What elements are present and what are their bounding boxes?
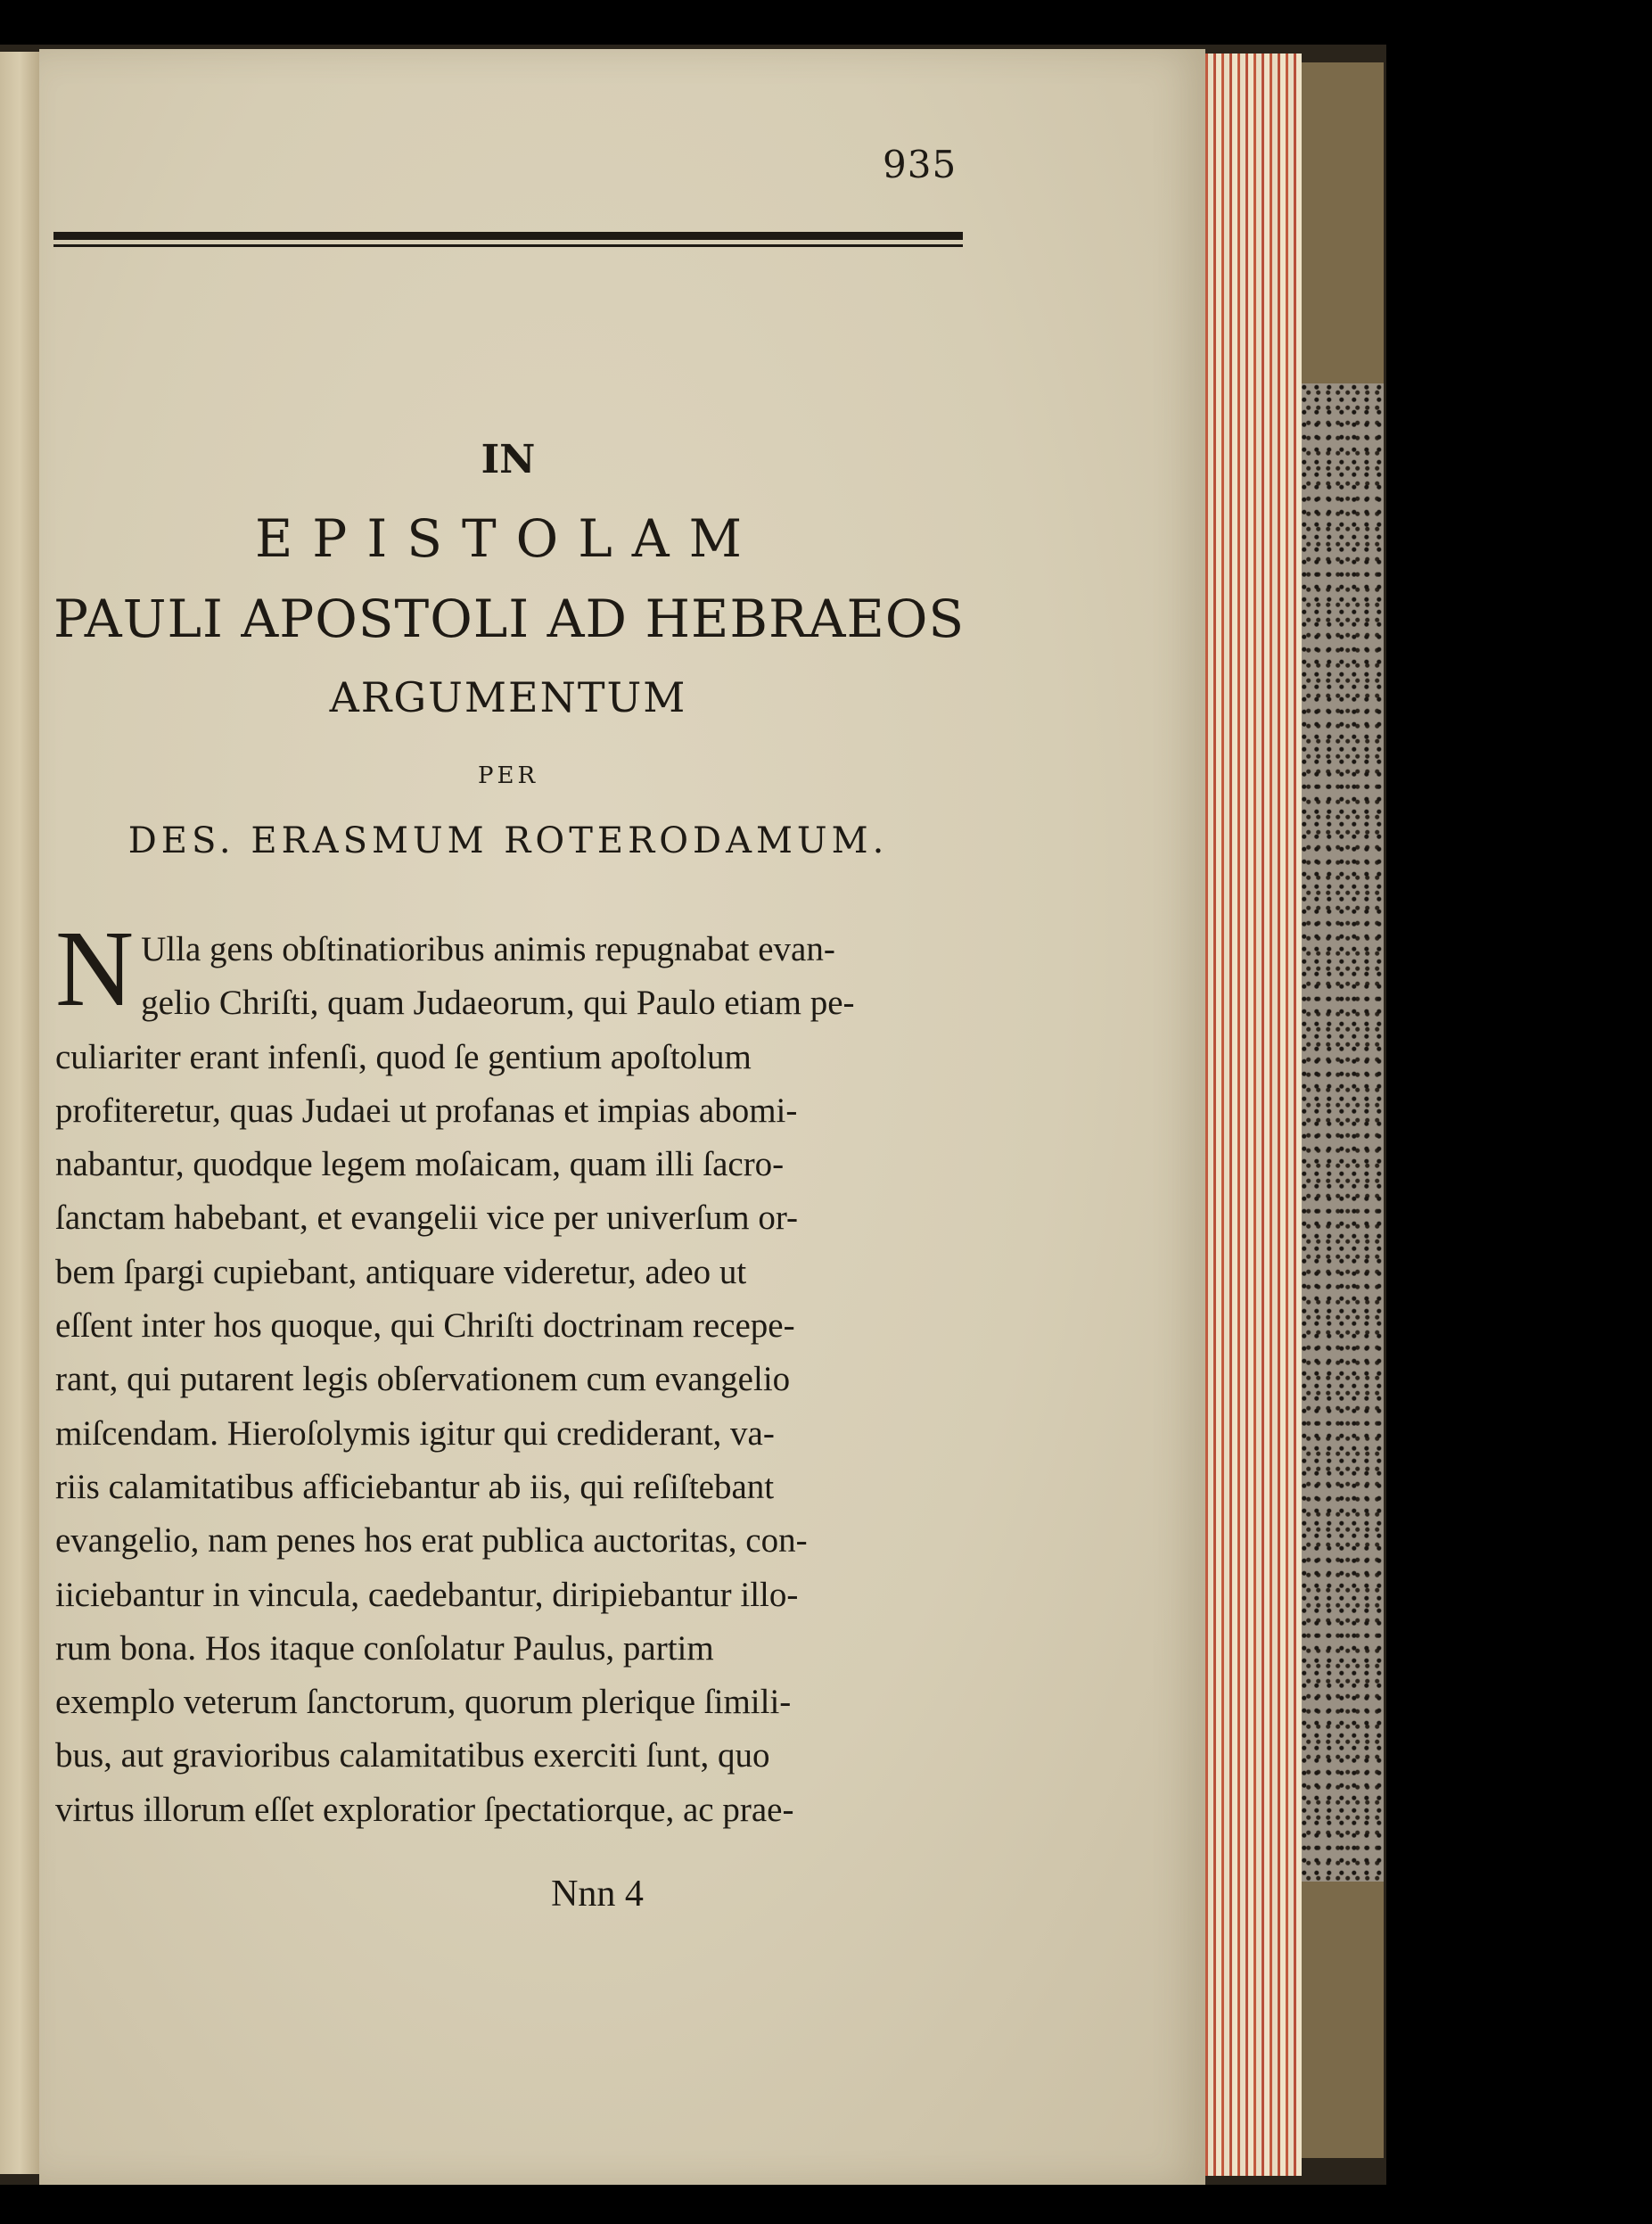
body-line: iiciebantur in vincula, caedebantur, diripiebantur illo- — [55, 1575, 799, 1614]
body-line: Ulla gens obſtinatioribus animis repugnabat evan- — [141, 930, 835, 968]
body-line: riis calamitatibus afficiebantur ab iis, qui reſiſtebant — [55, 1467, 775, 1506]
signature-mark: Nnn 4 — [551, 1874, 644, 1915]
body-line: rum bona. Hos itaque conſolatur Paulus, partim — [55, 1628, 714, 1668]
body-line: miſcendam. Hieroſolymis igitur qui crediderant, va- — [55, 1413, 775, 1453]
body-text — [55, 909, 961, 1837]
body-line: virtus illorum eſſet exploratior ſpectatiorque, ac prae- — [55, 1790, 794, 1829]
body-line: bem ſpargi cupiebant, antiquare videretur, adeo ut — [55, 1252, 747, 1291]
body-line: ſanctam habebant, et evangelii vice per univerſum or- — [55, 1198, 799, 1238]
body-line: exemplo veterum ſanctorum, quorum plerique ſimili- — [55, 1683, 792, 1722]
body-line: bus, aut gravioribus calamitatibus exerciti ſunt, quo — [55, 1736, 770, 1775]
drop-cap: N — [55, 909, 135, 1029]
body-line: gelio Chriſti, quam Judaeorum, qui Paulo etiam pe- — [141, 984, 855, 1023]
body-line: rant, qui putarent legis obſervationem cum evangelio — [55, 1360, 791, 1399]
body-line: eſſent inter hos quoque, qui Chriſti doctrinam recepe- — [55, 1306, 795, 1346]
header-rule-thin — [53, 244, 963, 247]
body-line: culiariter erant infenſi, quod ſe gentium apoſtolum — [55, 1037, 752, 1076]
title-author: DES. ERASMUM ROTERODAMUM. — [127, 820, 889, 861]
body-line: profiteretur, quas Judaei ut profanas et impias abomi- — [55, 1091, 798, 1130]
title-in: IN — [481, 437, 536, 482]
title-epistolam: EPISTOLAM — [254, 508, 762, 569]
body-line: nabantur, quodque legem moſaicam, quam illi ſacro- — [55, 1145, 785, 1184]
title-pauli-apostoli: PAULI APOSTOLI AD HEBRAEOS — [53, 589, 966, 649]
header-rule-thick — [53, 232, 963, 240]
page-number: 935 — [883, 143, 958, 186]
left-page-edge — [0, 52, 41, 2174]
page-edges-stack — [1205, 54, 1302, 2176]
header-rule — [53, 232, 963, 250]
speckled-cover-edge — [1302, 383, 1384, 1882]
body-line: evangelio, nam penes hos erat publica auctoritas, con- — [55, 1521, 808, 1561]
title-argumentum: ARGUMENTUM — [329, 673, 687, 721]
title-per: PER — [477, 762, 539, 789]
